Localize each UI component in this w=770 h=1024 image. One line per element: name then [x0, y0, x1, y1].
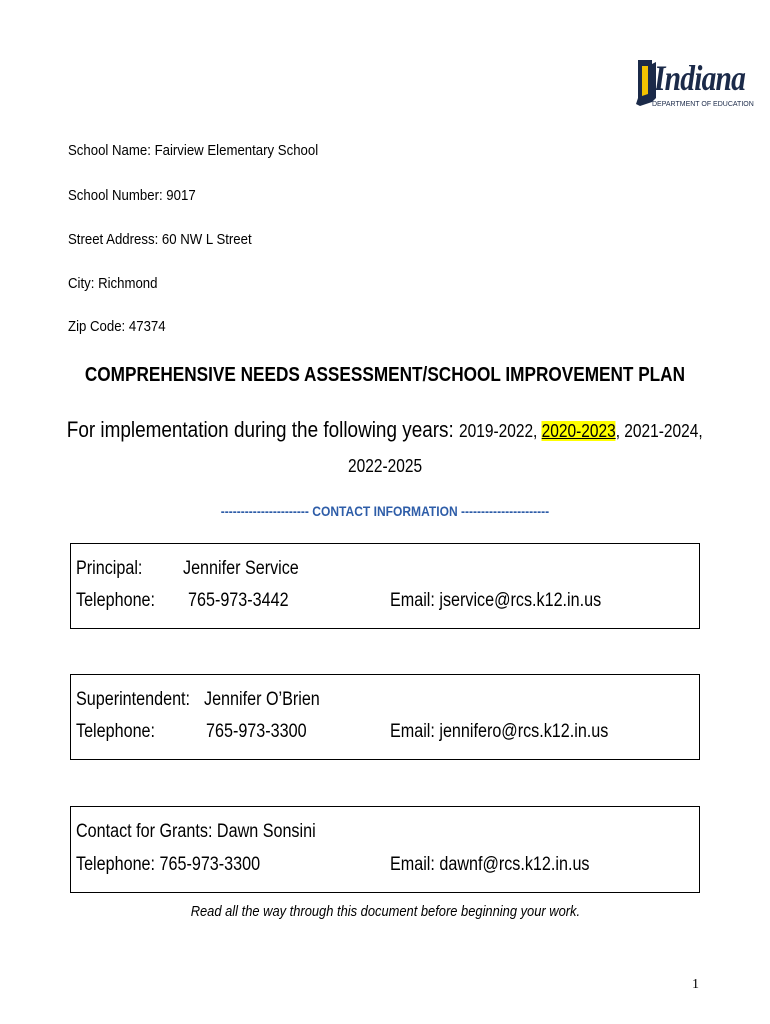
principal-phone-label: Telephone:: [76, 590, 156, 611]
city: City: Richmond: [68, 275, 158, 292]
zip-code: Zip Code: 47374: [68, 318, 166, 335]
superintendent-phone: 765-973-3300: [206, 721, 307, 742]
superintendent-label: Superintendent:: [76, 689, 191, 710]
superintendent-email: Email: jennifero@rcs.k12.in.us: [390, 721, 609, 742]
superintendent-phone-label: Telephone:: [76, 721, 156, 742]
implementation-years: [0, 417, 770, 443]
instruction-note: Read all the way through this document before beginning your work.: [190, 903, 580, 920]
grants-email: Email: dawnf@rcs.k12.in.us: [390, 854, 590, 875]
principal-name: Jennifer Service: [183, 558, 299, 579]
page-number: 1: [692, 977, 699, 992]
superintendent-contact-box: [70, 674, 700, 760]
contact-information-header: ---------------------- CONTACT INFORMATION ----------------------: [220, 503, 550, 519]
school-number: School Number: 9017: [68, 187, 196, 204]
grants-phone: Telephone: 765-973-3300: [76, 854, 261, 875]
page-title: COMPREHENSIVE NEEDS ASSESSMENT/SCHOOL IMPROVEMENT PLAN: [84, 364, 686, 386]
principal-contact-box: [70, 543, 700, 629]
principal-email: Email: jservice@rcs.k12.in.us: [390, 590, 602, 611]
implementation-lead: For implementation during the following years:: [67, 417, 460, 442]
principal-phone: 765-973-3442: [188, 590, 289, 611]
superintendent-name: Jennifer O’Brien: [204, 689, 320, 710]
year-option-selected: 2020-2023: [541, 421, 617, 441]
grants-contact-box: [70, 806, 700, 893]
logo-wordmark: Indiana: [654, 58, 746, 98]
grants-contact: Contact for Grants: Dawn Sonsini: [76, 821, 316, 842]
logo-department: DEPARTMENT OF EDUCATION: [652, 101, 754, 108]
implementation-years-cont: [0, 456, 770, 477]
principal-label: Principal:: [76, 558, 143, 579]
school-name: School Name: Fairview Elementary School: [68, 142, 319, 159]
year-option-4: 2022-2025: [347, 456, 423, 476]
street-address: Street Address: 60 NW L Street: [68, 231, 252, 248]
year-option-3: , 2021-2024,: [616, 421, 703, 441]
indiana-doe-logo: [632, 56, 754, 114]
year-option-1: 2019-2022,: [459, 421, 542, 441]
